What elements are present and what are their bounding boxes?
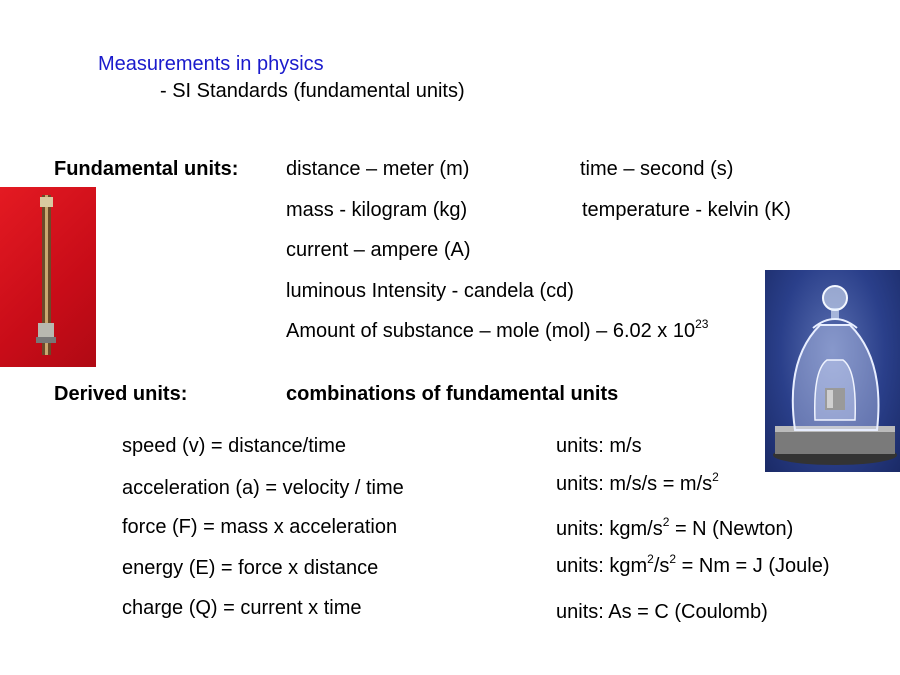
unit-current: current – ampere (A) [286,239,471,261]
meter-bar-photo [0,187,96,367]
units-charge: units: As = C (Coulomb) [556,601,768,623]
units-speed: units: m/s [556,435,642,457]
formula-force: force (F) = mass x acceleration [122,516,398,538]
formula-speed: speed (v) = distance/time [122,435,346,457]
unit-mass: mass - kilogram (kg) [286,199,468,221]
unit-amount-of-substance: Amount of substance – mole (mol) – 6.02 x $10^{23}$ [286,317,709,342]
unit-luminous-intensity: luminous Intensity - candela (cd) [286,280,574,302]
formula-energy: energy (E) = force x distance [122,557,379,579]
unit-time: time – second (s) [580,158,734,180]
page-title: Measurements in physics [98,53,324,75]
units-acceleration: units: $m/s/s = m/s^2$ [556,470,719,495]
kilogram-prototype-photo [765,270,900,472]
formula-acceleration: acceleration (a) = velocity / time [122,477,404,499]
derived-units-description: combinations of fundamental units [286,383,619,405]
unit-distance: distance – meter (m) [286,158,470,180]
kilogram-bell-jar-icon [765,270,900,472]
formula-charge: charge (Q) = current x time [122,597,362,619]
units-force: units: kgm/$s^2 = N$ (Newton) [556,515,794,540]
meter-bar-icon [0,187,96,367]
units-energy: units: $kgm^2/s^2 = Nm = J$ (Joule) [556,552,830,577]
fundamental-units-heading: Fundamental units: [54,158,239,180]
page-subtitle: - SI Standards (fundamental units) [160,80,465,102]
derived-units-heading: Derived units: [54,383,188,405]
unit-temperature: temperature - kelvin (K) [582,199,791,221]
avogadro-exponent: 23 [695,317,709,332]
